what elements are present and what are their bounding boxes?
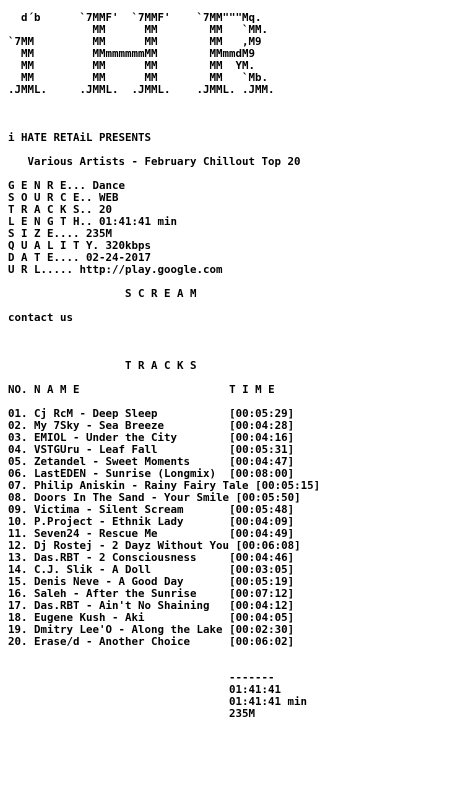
- track-number: 07.: [8, 479, 28, 492]
- track-number: 13.: [8, 551, 28, 564]
- track-time: [00:05:29]: [229, 407, 295, 420]
- track-title: My 7Sky - Sea Breeze: [34, 419, 165, 432]
- track-number: 15.: [8, 575, 28, 588]
- info-genre-value: Dance: [92, 179, 126, 192]
- track-title: Victima - Silent Scream: [34, 503, 184, 516]
- track-time: [00:05:48]: [229, 503, 295, 516]
- track-number: 20.: [8, 635, 28, 648]
- track-time: [00:04:05]: [229, 611, 295, 624]
- release-title: Various Artists - February Chillout Top 20: [27, 155, 301, 168]
- column-header-number: NO.: [8, 383, 28, 396]
- track-number: 06.: [8, 467, 28, 480]
- track-time: [00:03:05]: [229, 563, 295, 576]
- track-time: [00:05:15]: [255, 479, 321, 492]
- track-title: Eugene Kush - Aki: [34, 611, 145, 624]
- info-size-value: 235M: [86, 227, 113, 240]
- ascii-logo: d´b `7MMF' `7MMF' `7MM"""Mq. MM MM MM `MM. `7MM MM MM MM ,M9 MM MMmmmmmmMM MMmmdM9 MM MM MM MM YM. MM MM MM MM `Mb. .JMML. .JMML. .JMML. .JMML. .JMM.: [8, 11, 275, 96]
- track-time: [00:02:30]: [229, 623, 295, 636]
- track-title: EMIOL - Under the City: [34, 431, 178, 444]
- totals-size: 235M: [229, 707, 256, 720]
- info-quality-value: 320kbps: [105, 239, 152, 252]
- track-number: 19.: [8, 623, 28, 636]
- track-title: Das.RBT - Ain't No Shaining: [34, 599, 210, 612]
- totals-separator: -------: [229, 671, 275, 684]
- track-time: [00:04:49]: [229, 527, 295, 540]
- track-number: 16.: [8, 587, 28, 600]
- track-time: [00:07:12]: [229, 587, 295, 600]
- presents-line: i HATE RETAiL PRESENTS: [8, 131, 152, 144]
- info-tracks-label: T R A C K S..: [8, 203, 93, 216]
- track-number: 01.: [8, 407, 28, 420]
- track-title: Seven24 - Rescue Me: [34, 527, 158, 540]
- info-quality-label: Q U A L I T Y.: [8, 239, 100, 252]
- track-title: VSTGUru - Leaf Fall: [34, 443, 158, 456]
- track-time: [00:04:47]: [229, 455, 295, 468]
- track-title: Zetandel - Sweet Moments: [34, 455, 191, 468]
- info-source-value: WEB: [99, 191, 119, 204]
- info-url-label: U R L.....: [8, 263, 74, 276]
- track-time: [00:04:12]: [229, 599, 295, 612]
- info-genre-label: G E N R E...: [8, 179, 87, 192]
- track-title: Das.RBT - 2 Consciousness: [34, 551, 197, 564]
- track-number: 02.: [8, 419, 28, 432]
- track-time: [00:04:16]: [229, 431, 295, 444]
- info-length-label: L E N G T H..: [8, 215, 93, 228]
- track-time: [00:05:50]: [235, 491, 301, 504]
- track-title: P.Project - Ethnik Lady: [34, 515, 184, 528]
- track-number: 12.: [8, 539, 28, 552]
- tracks-heading: T R A C K S: [125, 359, 197, 372]
- track-title: Dj Rostej - 2 Dayz Without You: [34, 539, 230, 552]
- track-number: 04.: [8, 443, 28, 456]
- totals-time: 01:41:41: [229, 683, 282, 696]
- track-number: 05.: [8, 455, 28, 468]
- track-time: [00:04:46]: [229, 551, 295, 564]
- scream-heading: S C R E A M: [125, 287, 197, 300]
- info-source-label: S O U R C E..: [8, 191, 93, 204]
- info-date-value: 02-24-2017: [86, 251, 152, 264]
- track-time: [00:06:08]: [235, 539, 301, 552]
- track-number: 17.: [8, 599, 28, 612]
- track-number: 09.: [8, 503, 28, 516]
- track-title: Dmitry Lee'O - Along the Lake: [34, 623, 223, 636]
- track-number: 10.: [8, 515, 28, 528]
- track-number: 08.: [8, 491, 28, 504]
- track-time: [00:06:02]: [229, 635, 295, 648]
- track-title: Philip Aniskin - Rainy Fairy Tale: [34, 479, 249, 492]
- track-title: Doors In The Sand - Your Smile: [34, 491, 230, 504]
- track-title: Cj RcM - Deep Sleep: [34, 407, 158, 420]
- track-number: 03.: [8, 431, 28, 444]
- track-number: 18.: [8, 611, 28, 624]
- track-row: [8, 636, 320, 648]
- track-time: [00:08:00]: [229, 467, 295, 480]
- track-title: Denis Neve - A Good Day: [34, 575, 184, 588]
- column-header-name: N A M E: [34, 383, 80, 396]
- track-time: [00:05:19]: [229, 575, 295, 588]
- info-size-label: S I Z E....: [8, 227, 80, 240]
- track-number: 11.: [8, 527, 28, 540]
- info-tracks-value: 20: [99, 203, 113, 216]
- info-length-value: 01:41:41 min: [99, 215, 178, 228]
- contact-link[interactable]: contact us: [8, 311, 74, 324]
- track-time: [00:05:31]: [229, 443, 295, 456]
- tracklist: [8, 408, 320, 648]
- track-title: LastEDEN - Sunrise (Longmix): [34, 467, 217, 480]
- track-time: [00:04:28]: [229, 419, 295, 432]
- track-number: 14.: [8, 563, 28, 576]
- info-url-value: http://play.google.com: [79, 263, 223, 276]
- track-time: [00:04:09]: [229, 515, 295, 528]
- track-title: C.J. Slik - A Doll: [34, 563, 152, 576]
- column-header-time: T I M E: [229, 383, 275, 396]
- totals-length: 01:41:41 min: [229, 695, 308, 708]
- nfo-text-block: [8, 0, 320, 720]
- track-title: Erase/d - Another Choice: [34, 635, 191, 648]
- track-title: Saleh - After the Sunrise: [34, 587, 197, 600]
- info-date-label: D A T E....: [8, 251, 80, 264]
